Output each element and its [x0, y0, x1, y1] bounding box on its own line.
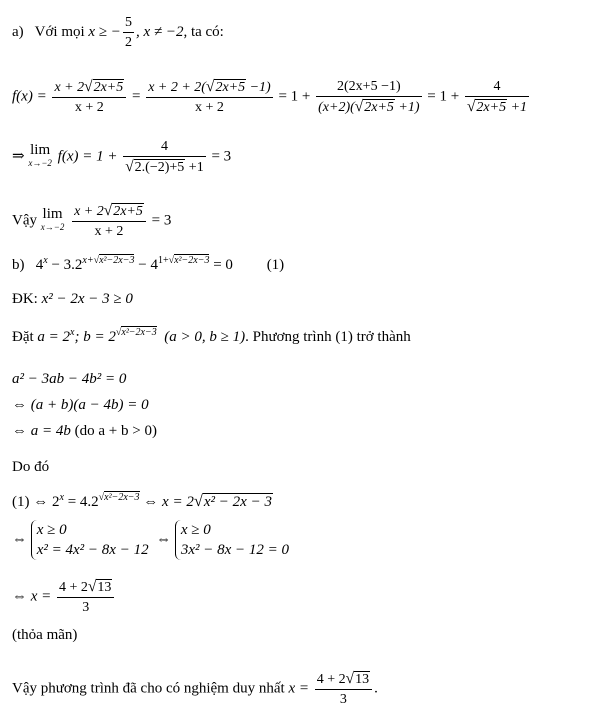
fraction-6: [72, 202, 146, 240]
thoa-man-text: (thỏa mãn): [12, 627, 78, 643]
intro-tail: , ta có:: [183, 23, 224, 40]
fraction-2: [146, 78, 273, 116]
step-3: ⇔ a = 4b (do a + b > 0): [12, 423, 157, 439]
domain-condition: ĐK: x² − 2x − 3 ≥ 0: [12, 291, 133, 307]
system-line: [12, 520, 289, 560]
limit-fx: f(x) = 1 +: [57, 148, 118, 165]
equals-one-plus-2: = 1 +: [427, 88, 460, 105]
equivalence-arrow-2: ⇔: [156, 531, 172, 548]
fraction-5-numerator: 4: [123, 138, 205, 157]
fraction-denominator: 2: [124, 35, 132, 50]
intro-text: Với mọi: [34, 23, 85, 40]
fraction-1-numerator: x + 2√2x+5: [52, 78, 126, 98]
solution-line: ⇔ x = $\frac{4 + 2√13}{3}$: [12, 578, 116, 616]
cond-right: , x ≠ −2: [135, 23, 184, 40]
equivalence-arrow-1: ⇔: [12, 531, 27, 548]
fraction-2-numerator: x + 2 + 2(√2x+5 −1): [146, 78, 273, 98]
fraction-1: [52, 78, 126, 116]
fraction-1-denominator: x + 2: [74, 100, 104, 115]
sqrt-symbol: √2x+5: [84, 78, 124, 95]
step-2: ⇔ (a + b)(a − 4b) = 0: [12, 397, 149, 413]
part-b-label: b): [12, 257, 25, 273]
part-a-label: a): [12, 23, 24, 40]
vay-word: Vậy: [12, 212, 37, 229]
fraction-6-denominator: x + 2: [94, 224, 124, 239]
part-a-conclusion: [12, 202, 171, 240]
fraction-3: [316, 78, 421, 116]
fx-equation-chain: f(x) = $\frac{x + 2√2x+5}{x + 2}$ = $\frac{x + 2 + 2(√2x+5 -1)}{x + 2}$ = 1 + $\frac{2(2x+5 -1)}{(x+2)(√2x+5 +1)}$ = 1 + $\frac{4}{√2x+5 +1}$: [12, 78, 528, 115]
fraction-4-numerator: 4: [465, 78, 529, 97]
substitution-line: Đặt $a = 2^x$; $b = 2^{√x^2-2x-3}$ (a > 0, b ≥ 1). Phương trình (1) trở thành: [12, 327, 411, 345]
final-fraction: $\frac{4 + 2√13}{3}$: [315, 670, 372, 708]
part-b-equation: b) $4^x - 3.2^{x+√x^2-2x-3} - 4^{1+√x^2-2x-3} = 0$ (1): [12, 255, 285, 273]
fraction-numerator: 5: [123, 14, 134, 33]
fraction-4: [465, 78, 529, 116]
part-a-result: = 3: [151, 212, 172, 229]
do-do-text: Do đó: [12, 459, 50, 475]
fraction-3-denominator: (x+2)(√2x+5 +1): [318, 98, 420, 115]
equals-one-plus: = 1 +: [278, 88, 311, 105]
fraction-2-denominator: x + 2: [195, 100, 224, 115]
step-1: a² − 3ab − 4b² = 0: [12, 371, 127, 387]
derivation-line-1: (1) ⇔ $2^x = 4.2^{√x^2-2x-3}$ ⇔ x = 2√x² − 2x − 3: [12, 491, 272, 510]
fraction-6-numerator: x + 2√2x+5: [72, 202, 146, 222]
fraction-4-denominator: √2x+5 +1: [466, 98, 528, 115]
solution-fraction: $\frac{4 + 2√13}{3}$: [57, 578, 114, 616]
fraction-3-numerator: 2(2x+5 −1): [316, 78, 421, 97]
final-conclusion: Vậy phương trình đã cho có nghiệm duy nhất x = $\frac{4 + 2√13}{3}$ .: [12, 670, 378, 707]
fraction-5-denominator: √2.(−2)+5 +1: [125, 158, 204, 175]
limit-result: = 3: [211, 148, 232, 165]
implies-arrow: ⇒: [12, 148, 25, 165]
five-halves-fraction: [123, 14, 134, 51]
part-a-intro: [12, 14, 224, 51]
equation-number: (1): [266, 257, 285, 273]
limit-line: [12, 138, 231, 176]
system-2: x ≥ 0 3x² − 8x − 12 = 0: [175, 520, 289, 560]
system-1: x ≥ 0 x² = 4x² − 8x − 12: [31, 520, 149, 560]
limit-operator: lim x→−2: [28, 142, 52, 168]
cond-left: x ≥ −: [88, 23, 121, 40]
fx-label: f(x) =: [12, 88, 47, 105]
fraction-5: [123, 138, 205, 176]
limit-operator-2: lim x→−2: [40, 206, 65, 232]
